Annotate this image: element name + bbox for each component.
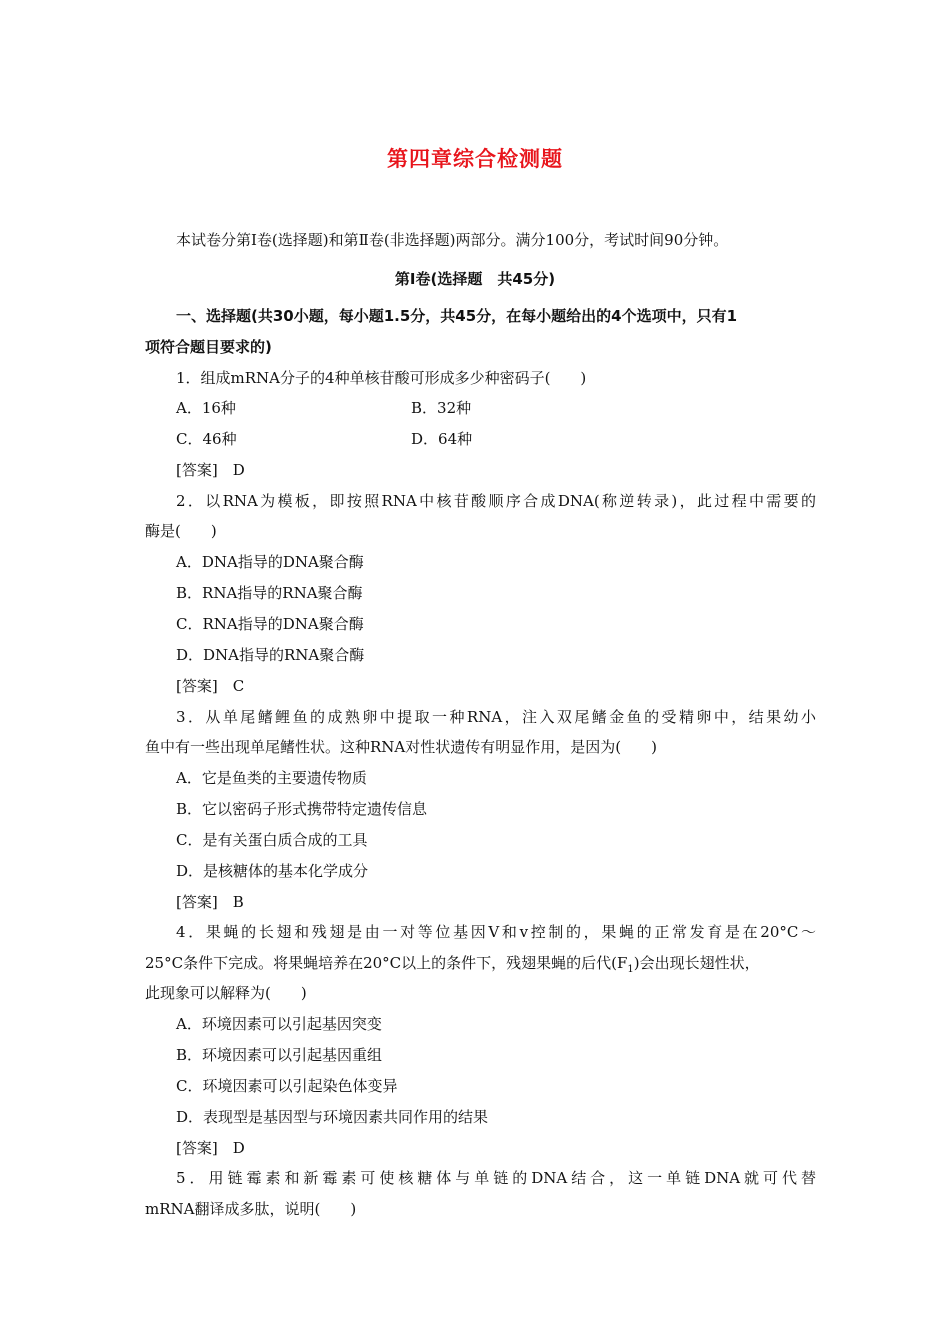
q4-option-a: A．环境因素可以引起基因突变 (176, 1015, 382, 1033)
part1-heading: 第Ⅰ卷(选择题 共45分) (394, 270, 556, 288)
q2-answer: [答案] C (176, 677, 245, 695)
q1-stem: 1．组成mRNA分子的4种单核苷酸可形成多少种密码子( ) (176, 369, 587, 387)
q5-stem-line1: 5．用链霉素和新霉素可使核糖体与单链的DNA结合，这一单链DNA就可代替 (176, 1169, 816, 1187)
q2-stem-line1: 2．以RNA为模板，即按照RNA中核苷酸顺序合成DNA(称逆转录)，此过程中需要的 (176, 492, 816, 510)
q1-option-b: B．32种 (411, 399, 472, 417)
intro-text: 本试卷分第Ⅰ卷(选择题)和第Ⅱ卷(非选择题)两部分。满分100分，考试时间90分钟。 (176, 231, 729, 249)
q2-option-b: B．RNA指导的RNA聚合酶 (176, 584, 363, 602)
q4-subscript: 1 (627, 964, 634, 975)
q4-answer: [答案] D (176, 1139, 245, 1157)
q4-stem-line2 (145, 952, 815, 981)
q2-option-c: C．RNA指导的DNA聚合酶 (176, 615, 364, 633)
q3-stem-line1: 3．从单尾鳍鲤鱼的成熟卵中提取一种RNA，注入双尾鳍金鱼的受精卵中，结果幼小 (176, 708, 816, 726)
q2-option-a: A．DNA指导的DNA聚合酶 (176, 553, 364, 571)
q4-option-d: D．表现型是基因型与环境因素共同作用的结果 (176, 1108, 489, 1126)
q4-option-b: B．环境因素可以引起基因重组 (176, 1046, 383, 1064)
q4-stem-line2-after: )会出现长翅性状， (633, 954, 760, 972)
q1-answer: [答案] D (176, 461, 245, 479)
section1-heading-line1: 一、选择题(共30小题，每小题1.5分，共45分，在每小题给出的4个选项中，只有1 (176, 307, 738, 325)
q3-stem-line2: 鱼中有一些出现单尾鳍性状。这种RNA对性状遗传有明显作用，是因为( ) (145, 738, 657, 756)
q3-option-a: A．它是鱼类的主要遗传物质 (176, 769, 367, 787)
q1-option-a: A．16种 (176, 399, 236, 417)
q3-option-b: B．它以密码子形式携带特定遗传信息 (176, 800, 428, 818)
q3-answer: [答案] B (176, 893, 244, 911)
page-title: 第四章综合检测题 (387, 147, 563, 171)
q1-option-c: C．46种 (176, 430, 237, 448)
q1-option-d: D．64种 (411, 430, 473, 448)
q3-option-c: C．是有关蛋白质合成的工具 (176, 831, 368, 849)
q5-stem-line2: mRNA翻译成多肽，说明( ) (145, 1200, 357, 1218)
q2-option-d: D．DNA指导的RNA聚合酶 (176, 646, 365, 664)
q4-stem-line2-before: 25°C条件下完成。将果蝇培养在20°C以上的条件下，残翅果蝇的后代(F (145, 954, 628, 972)
q4-stem-line1: 4．果蝇的长翅和残翅是由一对等位基因V和v控制的，果蝇的正常发育是在20°C～ (176, 923, 816, 941)
q4-option-c: C．环境因素可以引起染色体变异 (176, 1077, 398, 1095)
q3-option-d: D．是核糖体的基本化学成分 (176, 862, 369, 880)
section1-heading-line2: 项符合题目要求的) (145, 338, 272, 356)
q4-stem-line3: 此现象可以解释为( ) (145, 984, 307, 1002)
q2-stem-line2: 酶是( ) (145, 522, 217, 540)
